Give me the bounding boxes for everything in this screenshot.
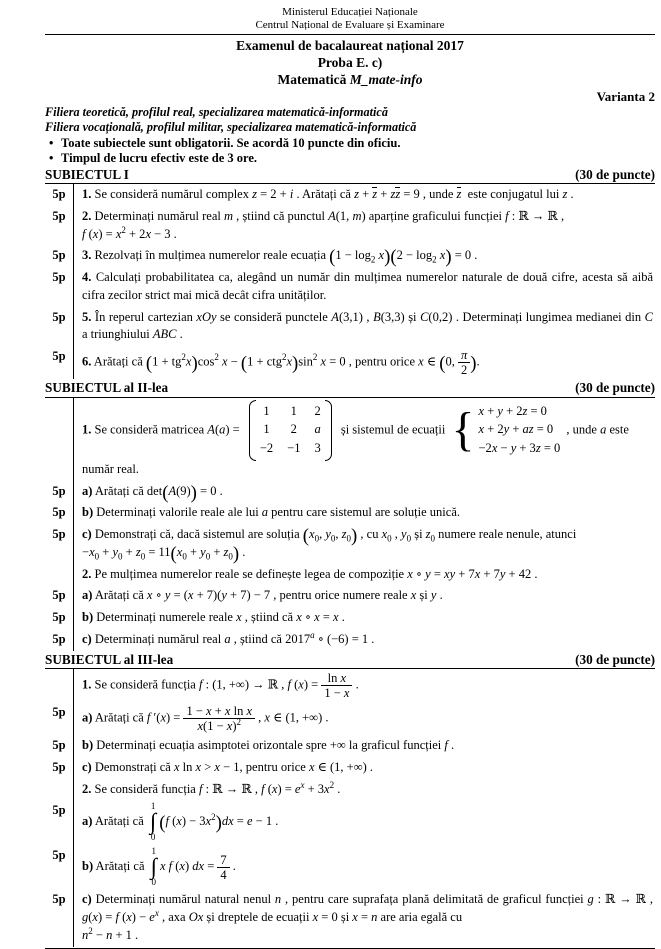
section-2-title: SUBIECTUL al II-lea (45, 380, 169, 396)
problem-text: b) Determinați ecuația asimptotei orizontale spre +∞ la graficul funcției f . (73, 735, 655, 757)
filiera-line-2: Filiera vocațională, profilul militar, specializarea matematică-informatică (45, 120, 417, 135)
problem-text: c) Determinați numărul real a , știind că 2017$^a$ ∘ (−6) = 1 . (73, 629, 655, 651)
section-1-title: SUBIECTUL I (45, 166, 129, 182)
section-3-points: (30 de puncte) (575, 651, 655, 667)
problem-text: 1. Se consideră matricea A(a) = 1 1 2 1 2 a −2 −1 3 și sistemul de ecuații { x + y + 2z = 0 x + 2y + az = 0 −2x − y + 3z = 0 , unde a este număr real. (73, 398, 655, 481)
problem-text: 3. Rezolvați în mulțimea numerelor reale ecuația $(1 - \log_2 x)(2 - \log_2 x) = 0$ . (73, 245, 655, 267)
score-cell: 5p (52, 738, 66, 753)
problem-text: 4. Calculați probabilitatea ca, alegând un număr din mulțimea numerelor naturale de două cifre, acesta să aibă cifra zecilor strict mai mică decât cifra unităților. (73, 267, 655, 307)
problem-text: c) Demonstrați că, dacă sistemul are soluția ($x_0$, $y_0$, $z_0$) , cu $x_0$ , $y_0$ și $z_0$ numere reale nenule, atunci $-x_0 + y_0 + z_0 = 11(x_0 + y_0 + z_0)$ . (73, 524, 655, 564)
exam-subject: Matematică M_mate-info (277, 71, 423, 87)
problem-text: 2. Determinați numărul real m , știind că punctul A(1, m) aparține graficului funcției f : ℝ → ℝ , f $(x) = x^2 + 2x - 3$ . (73, 206, 655, 246)
problem-row (45, 307, 655, 347)
problem-row (45, 629, 655, 651)
problem-text: a) Arătați că det(A(9)) = 0 . (73, 481, 655, 503)
problem-row (45, 502, 655, 524)
score-cell: 5p (52, 847, 66, 862)
problem-text: b) Arătați că 1 ∫ 0 x f (x) dx = $\frac{7}{4}$ . (73, 845, 655, 889)
problem-text: a) Arătați că x ∘ y = (x + 7)(y + 7) − 7 , pentru orice numere reale x și y . (73, 585, 655, 607)
problem-row (45, 735, 655, 757)
problem-row (45, 398, 655, 481)
section-2-body (45, 398, 655, 651)
score-cell: 5p (52, 483, 66, 498)
score-cell: 5p (52, 588, 66, 603)
score-cell: 5p (52, 208, 66, 223)
score-cell: 5p (52, 527, 66, 542)
section-2-points: (30 de puncte) (575, 380, 655, 396)
problem-row (45, 346, 655, 379)
score-cell: 5p (52, 803, 66, 818)
problem-row (45, 564, 655, 586)
problem-row (45, 267, 655, 307)
problem-text: b) Determinați valorile reale ale lui a pentru care sistemul are soluție unică. (73, 502, 655, 524)
filiera-line-1: Filiera teoretică, profilul real, specializarea matematică-informatică (45, 105, 388, 120)
problem-text: c) Demonstrați că x ln x > x − 1, pentru orice x ∈ (1, +∞) . (73, 757, 655, 779)
problem-text: a) Arătați că 1 ∫ 0 (f $(x) - 3x^2)dx = e - 1$ . (73, 800, 655, 844)
problem-row (45, 245, 655, 267)
ministry-line-2: Centrul Național de Evaluare și Examinare (255, 18, 445, 31)
problem-row (45, 669, 655, 702)
variant-label: Varianta 2 (596, 88, 655, 104)
problem-row (45, 800, 655, 844)
problem-row (45, 585, 655, 607)
problem-text: 1. Se consideră numărul complex z = 2 + i . Arătați că z + z + zz = 9 , unde z este conjugatul lui z . (73, 184, 655, 206)
section-1-header (45, 167, 655, 185)
instructions-list (45, 136, 655, 166)
problem-text: a) Arătați că f ′(x) = $\frac{\text{1 − x + x ln x}}{x(1 - x)^2}$ , x ∈ (1, +∞) . (73, 702, 655, 735)
score-cell: 5p (52, 505, 66, 520)
instruction-item: • Timpul de lucru efectiv este de 3 ore. (45, 151, 655, 166)
score-cell: 5p (52, 705, 66, 720)
problem-text: 1. Se consideră funcția f : (1, +∞) → ℝ , f (x) = $\frac{\text{ln x}}{1 - x}$ . (73, 669, 655, 702)
score-cell: 5p (52, 631, 66, 646)
problem-text: 5. În reperul cartezian xOy se consideră punctele A(3,1) , B(3,3) și C(0,2) . Determinați lungimea medianei din C a triunghiului ABC . (73, 307, 655, 347)
section-3-header (45, 652, 655, 670)
score-cell: 5p (52, 759, 66, 774)
problem-row (45, 524, 655, 564)
problem-text: 6. Arătați că $(1 + tg^2x)\cos^2$ $x - (1 + ctg^2x)\sin^2$ x = 0 , pentru orice x ∈ (0, $\frac{\pi}{2}$ ). (73, 346, 655, 379)
section-2-header (45, 380, 655, 398)
score-cell: 5p (52, 248, 66, 263)
problem-text: b) Determinați numerele reale x , știind că x ∘ x = x . (73, 607, 655, 629)
score-cell (45, 564, 73, 586)
section-1-body (45, 184, 655, 379)
section-1-points: (30 de puncte) (575, 166, 655, 182)
score-cell: 5p (52, 187, 66, 202)
problem-row (45, 481, 655, 503)
score-cell (45, 398, 73, 481)
problem-text: 2. Se consideră funcția f : ℝ → ℝ , f $(x) = e^x + 3x^2$ . (73, 779, 655, 801)
problem-row (45, 206, 655, 246)
score-cell: 5p (52, 892, 66, 907)
score-cell: 5p (52, 610, 66, 625)
problem-row (45, 184, 655, 206)
ministry-line-1: Ministerul Educației Naționale (282, 6, 418, 18)
problem-row (45, 702, 655, 735)
section-3-title: SUBIECTUL al III-lea (45, 651, 174, 667)
problem-row (45, 845, 655, 889)
problem-text: c) Determinați numărul natural nenul n , pentru care suprafața plană delimitată de graficul funcției g : ℝ → ℝ , g(x) = f $(x) - e^x$ , axa Ox și dreptele de ecuații x = 0 și x = n are aria egală cu $n^2 - n + 1$ . (73, 889, 655, 946)
problem-row (45, 757, 655, 779)
problem-row (45, 889, 655, 946)
score-cell: 5p (52, 270, 66, 285)
problem-row (45, 607, 655, 629)
exam-title: Examenul de bacalaureat național 2017 (236, 37, 464, 53)
header-divider (45, 34, 655, 35)
section-3-body (45, 669, 655, 946)
score-cell (45, 779, 73, 801)
score-cell (45, 669, 73, 702)
problem-row (45, 779, 655, 801)
problem-text: 2. Pe mulțimea numerelor reale se definește legea de compoziție x ∘ y = xy + 7x + 7y + 42 . (73, 564, 655, 586)
score-cell: 5p (52, 349, 66, 364)
score-cell: 5p (52, 309, 66, 324)
exam-proba: Proba E. c) (317, 54, 383, 70)
instruction-item: • Toate subiectele sunt obligatorii. Se acordă 10 puncte din oficiu. (45, 136, 655, 151)
